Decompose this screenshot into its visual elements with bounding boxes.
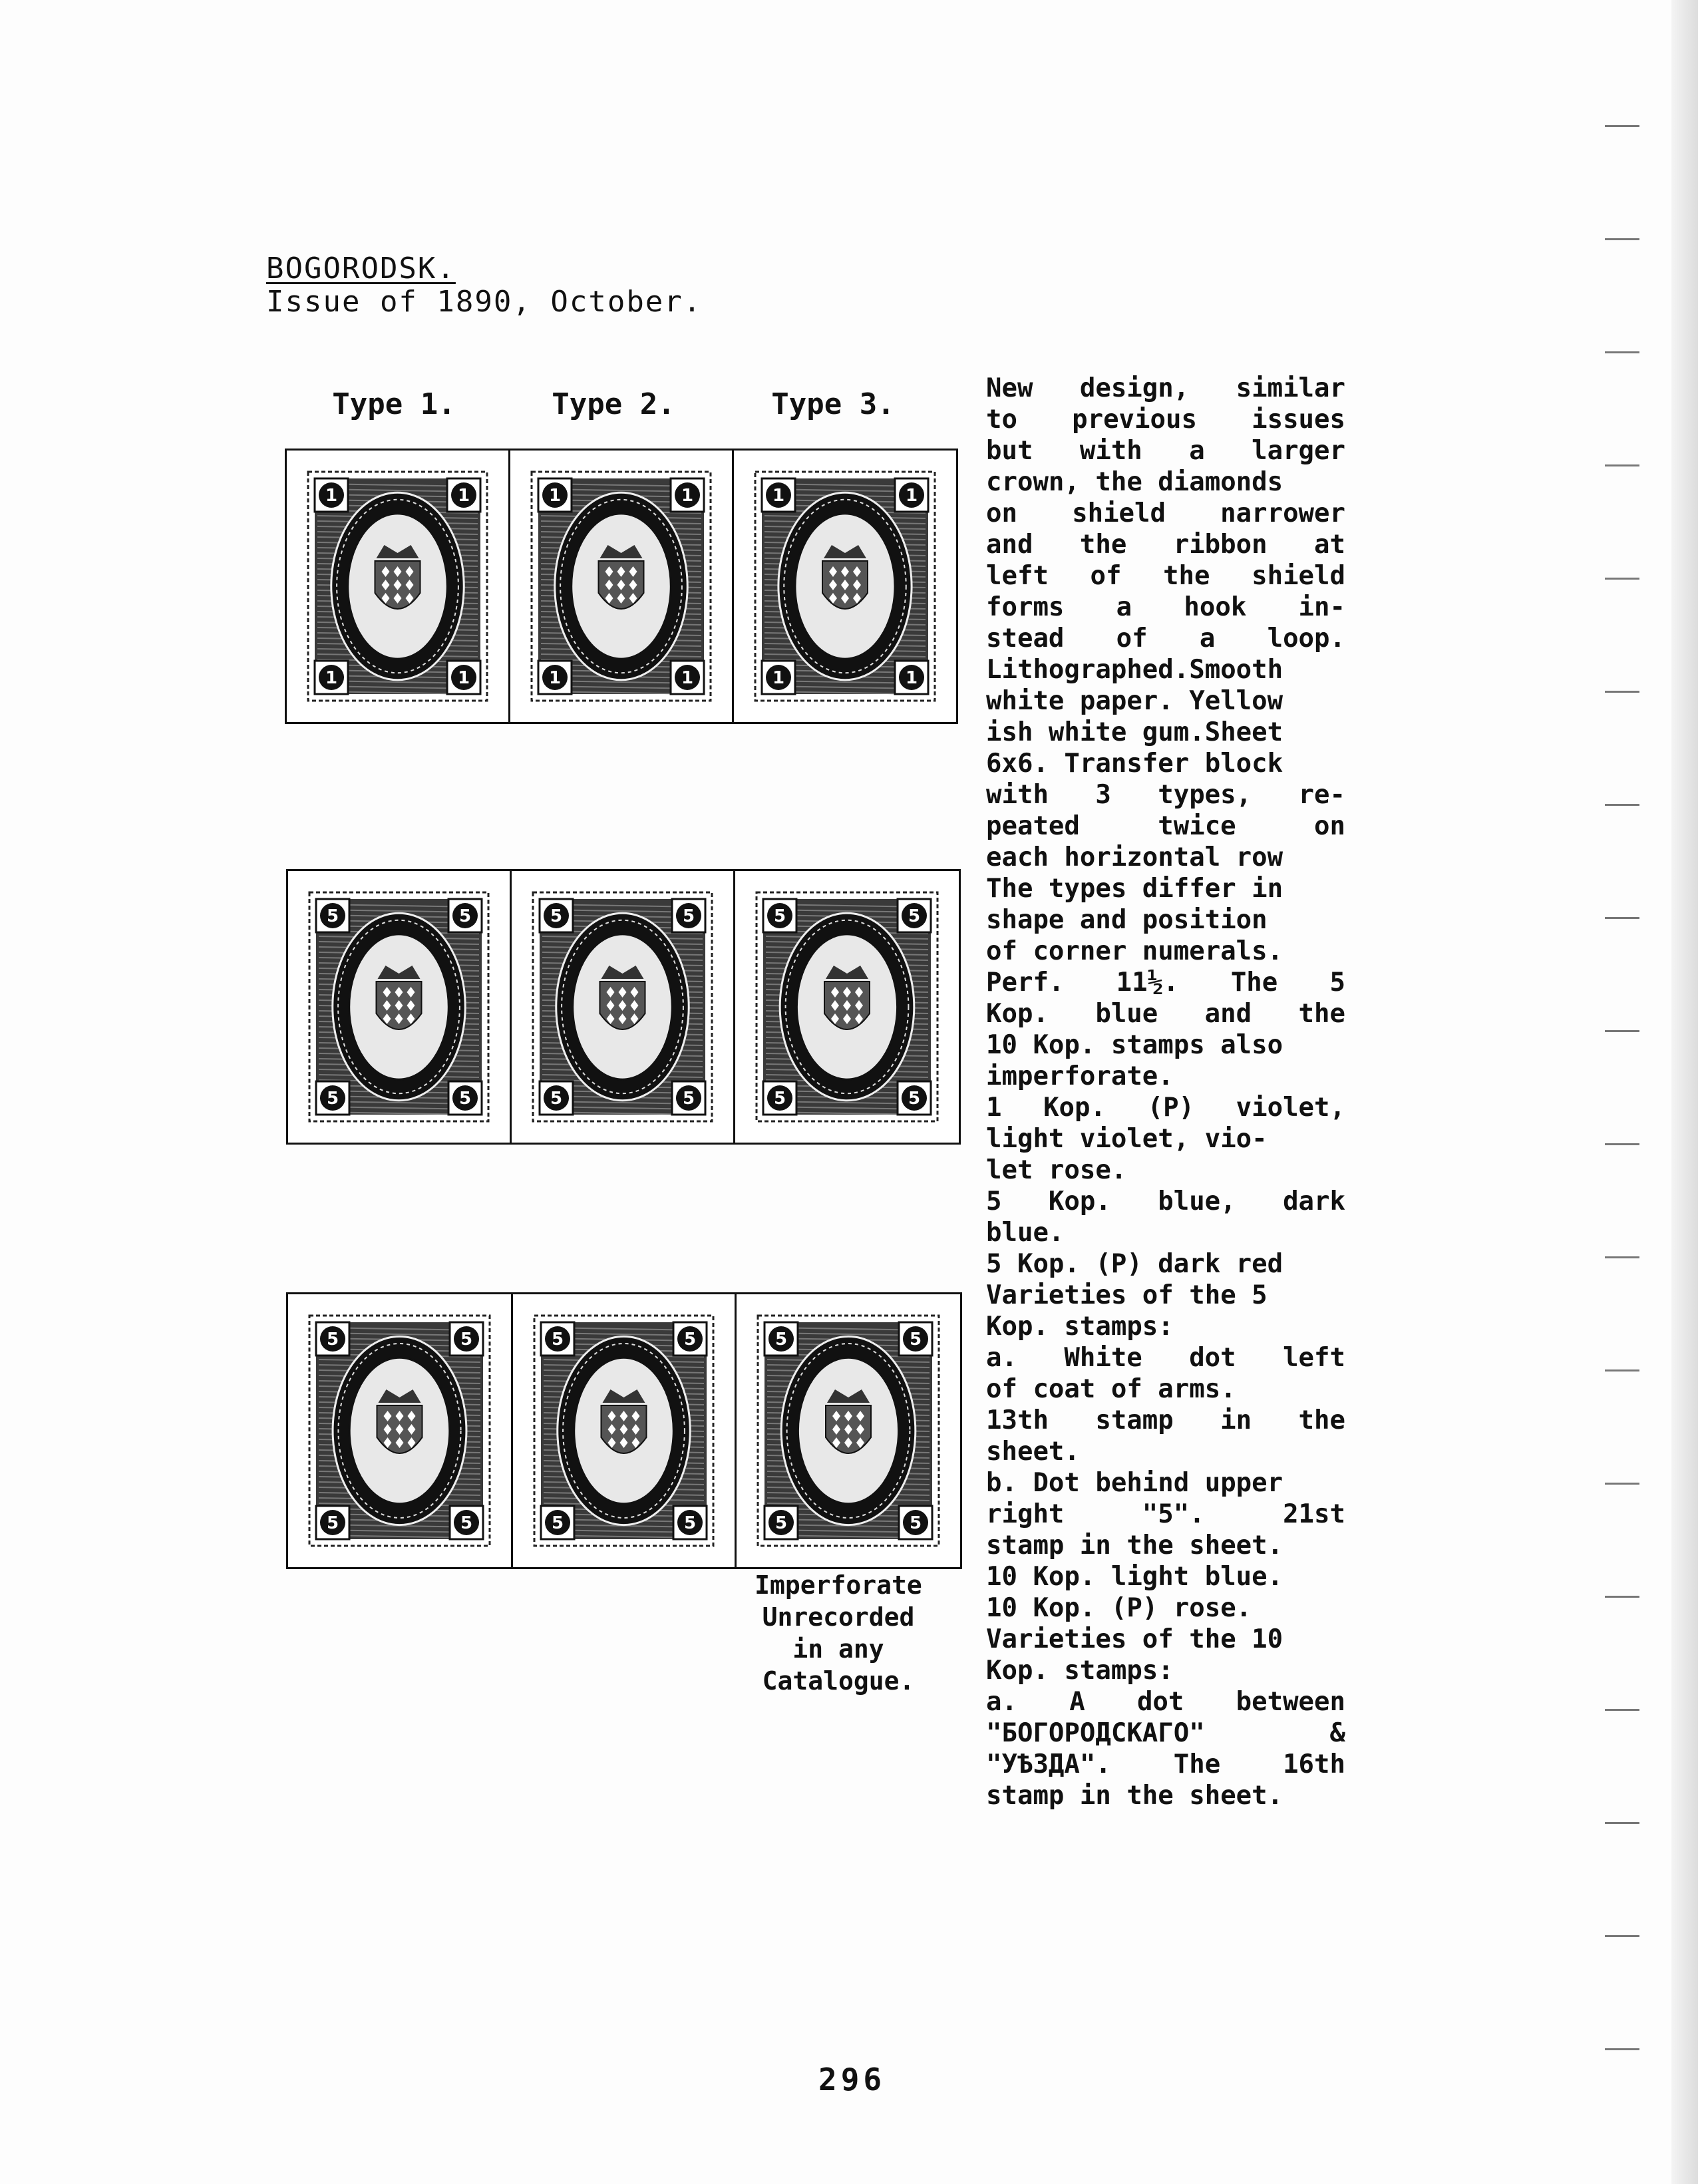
svg-text:1: 1 [681,668,694,688]
margin-tick [1605,1483,1639,1485]
margin-tick [1605,1030,1639,1032]
description-line: 5 Kop. blue, dark [986,1186,1345,1216]
svg-text:5: 5 [682,906,695,926]
margin-tick [1605,1822,1639,1824]
stamp-type-1 [288,1294,513,1567]
margin-tick [1605,1709,1639,1711]
description-line: light violet, vio- [986,1124,1268,1154]
margin-tick [1605,351,1639,353]
margin-tick [1605,691,1639,693]
stamp-design [305,469,490,703]
svg-text:1: 1 [772,668,785,688]
svg-text:5: 5 [908,906,921,926]
description-line: Kop. stamps: [986,1312,1174,1342]
stamp-design [529,469,713,703]
stamp-strip-row-3 [286,1292,962,1569]
margin-tick [1605,1596,1639,1598]
page-title: BOGORODSK. [266,252,456,285]
description-line: white paper. Yellow [986,686,1283,716]
stamp-type-2 [513,1294,737,1567]
svg-text:1: 1 [905,668,918,688]
description-line: Varieties of the 5 [986,1280,1268,1310]
margin-tick [1605,578,1639,580]
description-line: with 3 types, re- [986,780,1345,810]
description-line: sheet. [986,1437,1080,1467]
svg-text:5: 5 [458,906,472,926]
page-number: 296 [818,2062,886,2097]
svg-text:1: 1 [457,668,470,688]
description-line: of corner numerals. [986,936,1283,966]
stamp-design [532,1313,716,1548]
svg-text:5: 5 [683,1330,697,1350]
svg-text:1: 1 [905,486,918,506]
description-line: Kop. blue and the [986,999,1345,1029]
description-line: imperforate. [986,1061,1174,1091]
svg-text:5: 5 [460,1513,473,1533]
page-edge-shadow [1671,0,1698,2184]
svg-text:5: 5 [909,1330,922,1350]
stamp-design [530,890,715,1124]
description-text [986,373,1345,1811]
description-line: 10 Kop. stamps also [986,1030,1283,1060]
description-line: blue. [986,1218,1065,1248]
description-line: New design, similar [986,373,1345,403]
svg-text:5: 5 [774,1330,788,1350]
description-line: 13th stamp in the [986,1405,1345,1435]
margin-tick [1605,464,1639,466]
svg-text:1: 1 [548,668,562,688]
description-line: The types differ in [986,874,1283,904]
description-line: 5 Kop. (P) dark red [986,1249,1283,1279]
type-label-1: Type 1. [332,387,456,421]
stamp-design [753,469,937,703]
description-line: to previous issues [986,405,1345,435]
description-line: Perf. 11½. The 5 [986,968,1345,998]
description-line: left of the shield [986,561,1345,591]
svg-text:5: 5 [774,1513,788,1533]
stamp-strip-row-2 [286,869,961,1145]
description-line: but with a larger [986,436,1345,466]
svg-text:5: 5 [460,1330,473,1350]
svg-text:5: 5 [326,906,339,926]
description-line: ish white gum.Sheet [986,717,1283,747]
stamp-design [755,1313,941,1548]
description-line: a. White dot left [986,1343,1345,1373]
svg-text:5: 5 [551,1330,564,1350]
margin-tick [1605,1143,1639,1145]
description-line: Lithographed.Smooth [986,655,1283,685]
description-line: peated twice on [986,811,1345,841]
svg-text:1: 1 [772,486,785,506]
description-line: 1 Kop. (P) violet, [986,1093,1345,1123]
stamp-type-3 [735,871,959,1143]
margin-tick [1605,804,1639,806]
stamp-design [754,890,940,1124]
description-line: a. A dot between [986,1687,1345,1717]
margin-tick [1605,2048,1639,2050]
description-line: b. Dot behind upper [986,1468,1283,1498]
stamp-type-3 [737,1294,960,1567]
svg-text:5: 5 [683,1513,697,1533]
description-line: forms a hook in- [986,592,1345,622]
svg-text:1: 1 [681,486,694,506]
svg-text:5: 5 [550,1089,563,1109]
description-line: 10 Kop. light blue. [986,1562,1283,1592]
svg-text:5: 5 [326,1513,339,1533]
stamp-design [307,1313,492,1548]
stamp-strip-row-1 [285,449,958,724]
description-line: let rose. [986,1155,1127,1185]
description-line: and the ribbon at [986,530,1345,560]
svg-text:5: 5 [909,1513,922,1533]
margin-tick [1605,125,1639,127]
description-line: each horizontal row [986,842,1283,872]
description-line: "БОГОРОДСКАГО" & [986,1718,1345,1748]
description-line: "УѢЗДА". The 16th [986,1749,1345,1779]
stamp-type-3 [734,451,956,722]
description-line: Kop. stamps: [986,1656,1174,1686]
stamp-design [307,890,491,1124]
type-label-2: Type 2. [552,387,675,421]
description-line: 10 Kop. (P) rose. [986,1593,1252,1623]
description-line: stamp in the sheet. [986,1531,1283,1560]
svg-text:1: 1 [548,486,562,506]
margin-tick [1605,917,1639,919]
description-line: stead of a loop. [986,624,1345,653]
svg-text:5: 5 [551,1513,564,1533]
stamp-type-1 [288,871,512,1143]
description-line: of coat of arms. [986,1374,1236,1404]
svg-text:5: 5 [326,1330,339,1350]
svg-text:5: 5 [326,1089,339,1109]
svg-text:5: 5 [773,1089,786,1109]
margin-tick [1605,238,1639,240]
svg-text:1: 1 [325,486,338,506]
description-line: right "5". 21st [986,1499,1345,1529]
svg-text:5: 5 [458,1089,472,1109]
page-subtitle: Issue of 1890, October. [266,285,703,319]
type-label-3: Type 3. [771,387,895,421]
margin-tick [1605,1369,1639,1371]
svg-text:5: 5 [773,906,786,926]
stamp-type-2 [512,871,735,1143]
description-line: on shield narrower [986,498,1345,528]
description-line: Varieties of the 10 [986,1624,1283,1654]
margin-tick [1605,1256,1639,1258]
margin-tick [1605,1935,1639,1937]
stamp-type-2 [510,451,734,722]
description-line: 6x6. Transfer block [986,749,1283,779]
description-line: crown, the diamonds [986,467,1283,497]
svg-text:5: 5 [908,1089,921,1109]
svg-text:5: 5 [682,1089,695,1109]
imperforate-caption: Imperforate Unrecorded in any Catalogue. [755,1570,922,1696]
description-line: stamp in the sheet. [986,1781,1283,1811]
svg-text:1: 1 [325,668,338,688]
stamp-type-1 [287,451,510,722]
svg-text:1: 1 [457,486,470,506]
description-line: shape and position [986,905,1268,935]
svg-text:5: 5 [550,906,563,926]
